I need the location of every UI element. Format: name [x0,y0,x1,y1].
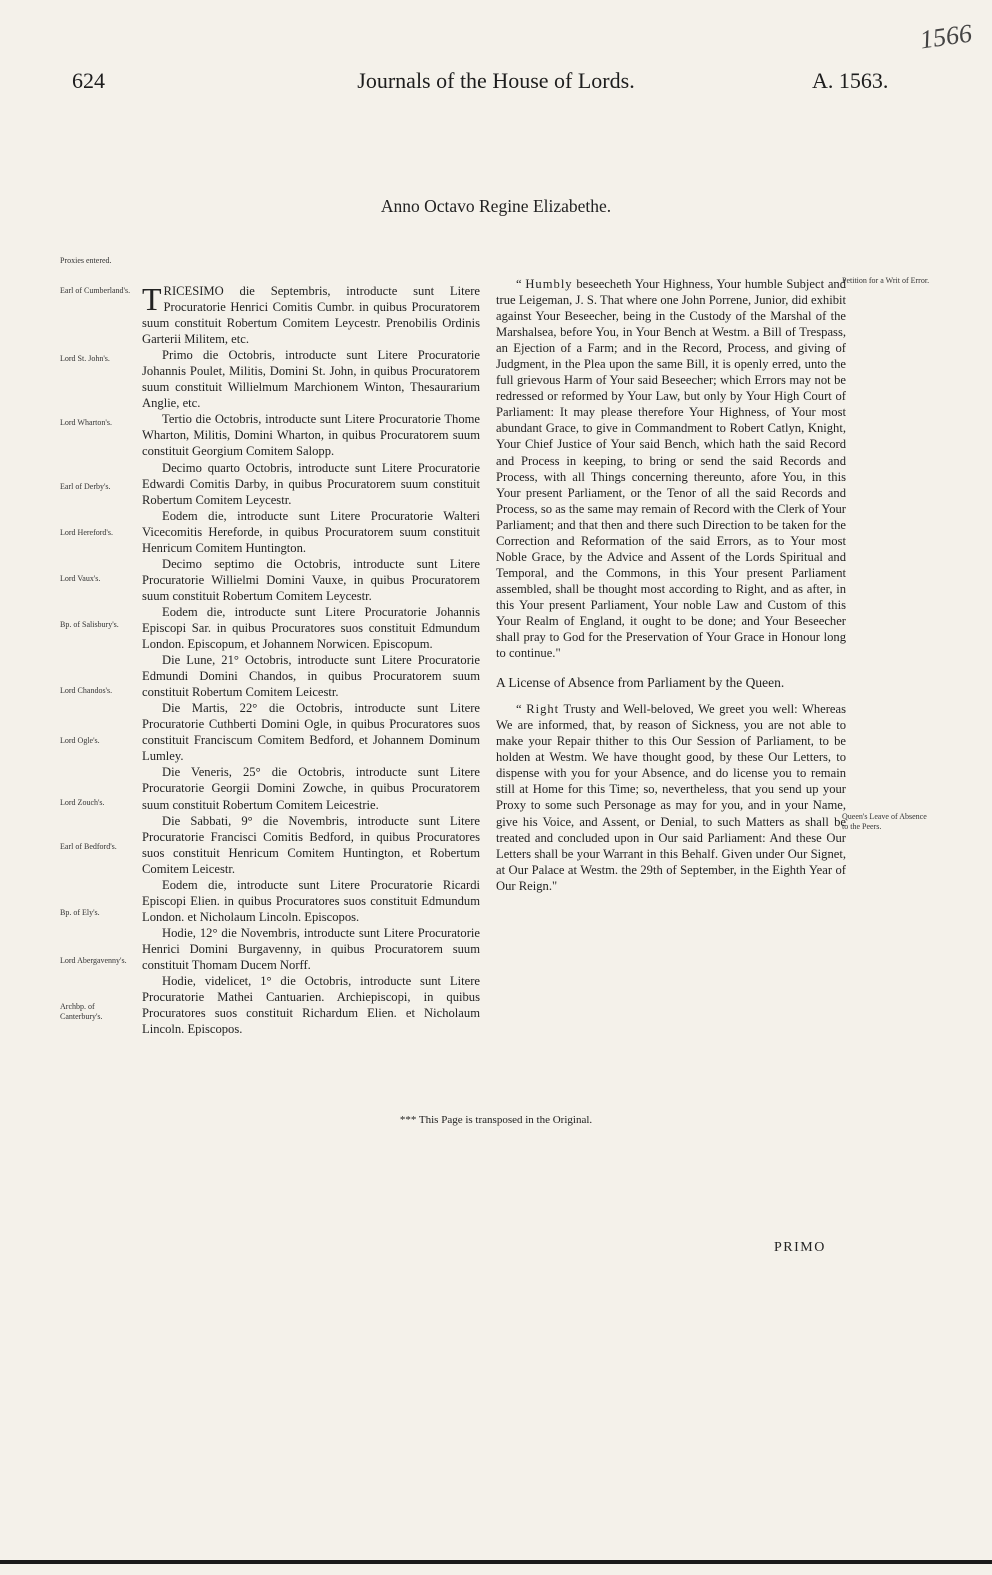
margin-note-proxies: Proxies entered. [60,256,112,265]
margin-note-bedford: Earl of Bedford's. [60,842,117,851]
margin-note-petition: Petition for a Writ of Error. [842,276,930,285]
petition-writ-of-error: “ Humbly beseecheth Your Highness, Your humble Subject and true Leigeman, J. S. That where one John Porrene, Junior, did exhibit against Your Beseecher, being in the Custody of the Marshal of the Marshalsea, before You, in Your Bench at Westm. a Bill of Trespass, an Ejection of a Farm; and in the Record, Process, and giving of Judgment, in the Plea upon the same Bill, it is openly erred, unto the full grievous Harm of Your said Beseecher; which Errors may not be redressed or reformed by Your Law, but only by Your High Court of Parliament: It may please therefore Your Highness, of Your most abundant Grace, to give in Commandment to Robert Catlyn, Knight, Your Chief Justice of Your said Bench, which hath the said Record and Process in keeping, to bring or send the said Records and Process, with all Things concerning thereunto, afore You, in this Your present Parliament, or the Tenor of all the said Records and Process, so as the same may remain of Record with the Clerk of Your Parliament; and that then and there such Direction to be taken for the Correction and Reformation of the said Errors, as to Your most Noble Grace, by the Advice and Assent of the Lords Spiritual and Temporal, and the Commons, in this Your present Parliament assembled, shall be thought most according to Right, and as after, in this Your present Parliament, Your noble Law and Custom of this Your Realm of England, it ought to be done; and Your Beseecher shall pray to God for the Preservation of Your Grace in Honour long to continue." [496,277,846,661]
running-title: Journals of the House of Lords. [357,68,635,93]
petition-body: beseecheth Your Highness, Your humble Subject and true Leigeman, J. S. That where one John Porrene, Junior, did exhibit against Your Beseecher, being in the Custody of the Marshal of the Marshalsea, before You, in Your Bench at Westm. a Bill of Trespass, an Ejection of a Farm; and in the Record, Process, and giving of Judgment, in the Plea upon the same Bill, it is openly erred, unto the full grievous Harm of Your said Beseecher; which Errors may not be redressed or reformed by Your Law, but only by Your High Court of Parliament: It may please therefore Your Highness, of Your most abundant Grace, to give in Commandment to Robert Catlyn, Knight, Your Chief Justice of Your said Bench, which hath the said Record and Process in keeping, to bring or send the said Records and Process, with all Things concerning thereunto, afore You, in this Your present Parliament, or the Tenor of all the said Records and Process, so as the same may remain of Record with the Clerk of Your Parliament; and that then and there such Direction to be taken for the Correction and Reformation of the said Errors, as to Your most Noble Grace, by the Advice and Assent of the Lords Spiritual and Temporal, and the Commons, in this Your present Parliament assembled, shall be thought most according to Right, and as after, in this Your present Parliament, Your noble Law and Custom of this Your Realm of England, it ought to be done; and Your Beseecher shall pray to God for the Preservation of Your Grace in Honour long to continue." [496,277,846,661]
proxy-entry-zouch: Die Veneris, 25° die Octobris, introducte sunt Litere Procuratorie Georgii Domini Zowche, in quibus Procuratorem suum constituit Robertum Comitem Leicestrie. [142,765,480,812]
page-number: 624 [72,68,105,93]
handwritten-page-note: 1566 [918,18,974,55]
margin-note-ogle: Lord Ogle's. [60,736,100,745]
margin-note-zouch: Lord Zouch's. [60,798,105,807]
license-heading: A License of Absence from Parliament by the Queen. [496,675,785,691]
margin-note-chandos: Lord Chandos's. [60,686,113,695]
proxy-text: RICESIMO die Septembris, introducte sunt Litere Procuratorie Henrici Comitis Cumbr. in quibus Procuratorem suum constituit Robertum Comitem Leycestr. Prenobilis Ordinis Garterii Militem, etc. [142,284,480,347]
margin-note-leave-of-absence: Queen's Leave of Absence to the Peers. [842,812,927,831]
proxy-entry-st-john: Primo die Octobris, introducte sunt Litere Procuratorie Johannis Poulet, Militis, Domini St. John, in quibus Procuratorem suum constituit Willielmum Marchionem Winton, Thesaurarium Anglie, etc. [142,348,480,411]
margin-note-cumberland: Earl of Cumberland's. [60,286,131,295]
proxy-entry-ogle: Die Martis, 22° die Octobris, introducte sunt Litere Procuratorie Cuthberti Domini Ogle, in quibus Procuratores suos constituit Franciscum Comitem Bedford, et Johannem Dominum Lumley. [142,701,480,764]
margin-note-st-john: Lord St. John's. [60,354,110,363]
proxy-entry-ely: Eodem die, introducte sunt Litere Procuratorie Ricardi Episcopi Elien. in quibus Procuratores suos constituit Edmundum London. et Nicholaum Lincoln. Episcopos. [142,877,480,924]
proxy-entry-salisbury: Eodem die, introducte sunt Litere Procuratorie Johannis Episcopi Sar. in quibus Procuratores suos constituit Edmundum London. Episcopum, et Johannem Norwicen. Episcopum. [142,604,480,652]
margin-note-ely: Bp. of Ely's. [60,908,100,917]
license-lead-word: Right [526,702,560,717]
catchword: PRIMO [774,1240,826,1255]
proxy-entry-bedford: Die Sabbati, 9° die Novembris, introducte sunt Litere Procuratorie Francisci Comitis Bedford, in quibus Procuratores suos constituit Henricum Comitem Huntington, et Robertum Comitem Leicestr. [142,813,480,876]
proxy-entry-cumberland [142,283,480,347]
margin-note-salisbury: Bp. of Salisbury's. [60,620,119,629]
transposed-footnote: *** This Page is transposed in the Original. [399,1114,593,1126]
proxy-entry-vaux: Decimo septimo die Octobris, introducte sunt Litere Procuratorie Willielmi Domini Vauxe, in quibus Procuratorem suum constituit Robertum Comitem Leycestr. [142,556,480,603]
license-body: Trusty and Well-beloved, We greet you well: Whereas We are informed, that, by reason of Sickness, you are not able to make your Repair thither to this Our Session of Parliament, to be holden at Westm. We have thought good, by these Our Letters, to dispense with you for your Absence, and do license you to remain still at Home for this Time; so, nevertheless, that you send up your Proxy to some such Personage as may for you, and in your Name, give his Voice, and Assent, or Denial, to such Matters as shall be treated and concluded upon in Our said Parliament: And these Our Letters shall be your Warrant in this Behalf. Given under Our Signet, at Our Palace at Westm. the 29th of September, in the Eighth Year of Our Reign." [496,702,847,893]
license-of-absence: “ Right Trusty and Well-beloved, We greet you well: Whereas We are informed, that, by reason of Sickness, you are not able to make your Repair thither to this Our Session of Parliament, to be holden at Westm. We have thought good, by these Our Letters, to dispense with you for your Absence, and do license you to remain still at Home for this Time; so, nevertheless, that you send up your Proxy to some such Personage as may for you, and in your Name, give his Voice, and Assent, or Denial, to such Matters as shall be treated and concluded upon in Our said Parliament: And these Our Letters shall be your Warrant in this Behalf. Given under Our Signet, at Our Palace at Westm. the 29th of September, in the Eighth Year of Our Reign." [496,702,847,893]
proxy-entry-chandos: Die Lune, 21° Octobris, introducte sunt Litere Procuratorie Edmundi Domini Chandos, in quibus Procuratorem suum constituit Robertum Comitem Leicestr. [142,653,480,700]
proxy-entry-abergavenny: Hodie, 12° die Novembris, introducte sunt Litere Procuratorie Henrici Domini Burgavenny, in quibus Procuratorem suum constituit Thomam Ducem Norff. [142,925,480,972]
margin-note-derby: Earl of Derby's. [60,482,111,491]
margin-note-vaux: Lord Vaux's. [60,574,101,583]
petition-lead-word: Humbly [525,277,573,291]
drop-cap-t: T [142,281,162,317]
margin-note-abergavenny: Lord Abergavenny's. [60,956,127,965]
margin-note-canterbury: Archbp. of Canterbury's. [60,1002,103,1021]
proxy-entry-canterbury: Hodie, videlicet, 1° die Octobris, introducte sunt Litere Procuratorie Mathei Cantuarien. Archiepiscopi, in quibus Procuratores suos constituit Richardum Elien. et Nicholaum Lincoln. Episcopos. [142,974,480,1037]
bottom-rule [0,1560,992,1564]
proxies-column [142,283,480,1037]
petition-column [496,276,846,894]
margin-note-hereford: Lord Hereford's. [60,528,113,537]
proxy-entry-derby: Decimo quarto Octobris, introducte sunt Litere Procuratorie Edwardi Comitis Darby, in quibus Procuratorem suum constituit Robertum Comitem Leycestr. [142,460,480,507]
proxy-entry-hereford: Eodem die, introducte sunt Litere Procuratorie Walteri Vicecomitis Hereforde, in quibus Procuratorem suum constituit Henricum Comitem Huntington. [142,508,480,555]
proxy-entry-wharton: Tertio die Octobris, introducte sunt Litere Procuratorie Thome Wharton, Militis, Domini Wharton, in quibus Procuratorem suum constituit Georgium Comitem Salopp. [142,412,480,459]
margin-note-wharton: Lord Wharton's. [60,418,112,427]
running-year: A. 1563. [812,68,889,93]
section-title: Anno Octavo Regine Elizabethe. [380,196,612,216]
